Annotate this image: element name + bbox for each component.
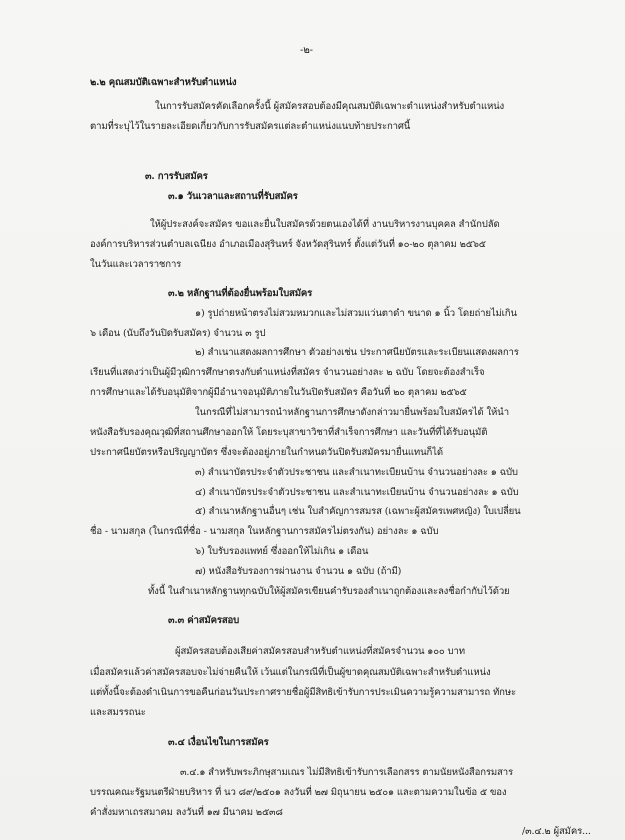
section-3-2-line: ๑) รูปถ่ายหน้าตรงไม่สวมหมวกและไม่สวมแว่นตาดำ ขนาด ๑ นิ้ว โดยถ่ายไม่เกิน — [195, 308, 517, 319]
section-3-2-line: การศึกษาและได้รับอนุมัติจากผู้มีอำนาจอนุมัติภายในวันปิดรับสมัคร คือวันที่ ๒๐ ตุลาคม ๒๕๖๕ — [90, 387, 467, 398]
page-number: -๒- — [300, 45, 313, 56]
section-3-2-line: ๓) สำเนาบัตรประจำตัวประชาชน และสำเนาทะเบียนบ้าน จำนวนอย่างละ ๑ ฉบับ — [195, 467, 518, 478]
section-3-4-line: บรรณคณะรัฐมนตรีฝ่ายบริหาร ที่ นว ๘๙/๒๕๐๑ ลงวันที่ ๒๗ มิถุนายน ๒๕๐๑ และตามความในข้อ ๕ ของ — [90, 787, 507, 798]
section-3-4-line: ๓.๔.๑ สำหรับพระภิกษุสามเณร ไม่มีสิทธิเข้ารับการเลือกสรร ตามนัยหนังสือกรมสาร — [180, 767, 514, 778]
section-3-heading: ๓. การรับสมัคร — [145, 171, 208, 182]
section-3-3-line: แต่ทั้งนี้จะต้องดำเนินการขอคืนก่อนวันประกาศรายชื่อผู้มีสิทธิเข้ารับการประเมินความรู้ความสามารถ ทักษะ — [90, 687, 516, 698]
section-3-2-line: ทั้งนี้ ในสำเนาหลักฐานทุกฉบับให้ผู้สมัครเขียนคำรับรองสำเนาถูกต้องและลงชื่อกำกับไว้ด้วย — [148, 586, 510, 597]
section-3-2-line: ๕) สำเนาหลักฐานอื่นๆ เช่น ใบสำคัญการสมรส (เฉพาะผู้สมัครเพศหญิง) ใบเปลี่ยน — [195, 506, 521, 517]
section-3-2-line: ๖ เดือน (นับถึงวันปิดรับสมัคร) จำนวน ๓ รูป — [90, 328, 266, 339]
section-3-2-line: ๖) ใบรับรองแพทย์ ซึ่งออกให้ไม่เกิน ๑ เดือน — [195, 546, 369, 557]
section-2-2-line: ในการรับสมัครคัดเลือกครั้งนี้ ผู้สมัครสอบต้องมีคุณสมบัติเฉพาะตำแหน่งสำหรับตำแหน่ง — [155, 101, 505, 112]
section-3-2-line: ในกรณีที่ไม่สามารถนำหลักฐานการศึกษาดังกล่าวมายื่นพร้อมใบสมัครได้ ให้นำ — [195, 407, 509, 418]
section-3-2-line: ชื่อ - นามสกุล (ในกรณีที่ชื่อ - นามสกุล ในหลักฐานการสมัครไม่ตรงกัน) อย่างละ ๑ ฉบับ — [90, 526, 439, 537]
section-3-2-line: ๔) สำเนาบัตรประจำตัวประชาชน และสำเนาทะเบียนบ้าน จำนวนอย่างละ ๑ ฉบับ — [195, 487, 519, 498]
section-3-2-line: ประกาศนียบัตรหรือปริญญาบัตร ซึ่งจะต้องอยู่ภายในกำหนดวันปิดรับสมัครมายื่นแทนก็ได้ — [90, 447, 443, 458]
section-3-2-line: ๒) สำเนาแสดงผลการศึกษา ตัวอย่างเช่น ประกาศนียบัตรและระเบียนแสดงผลการ — [195, 347, 519, 358]
section-2-2-heading: ๒.๒ คุณสมบัติเฉพาะสำหรับตำแหน่ง — [90, 77, 237, 88]
section-3-2-line: ๗) หนังสือรับรองการผ่านงาน จำนวน ๑ ฉบับ (ถ้ามี) — [195, 566, 402, 577]
section-3-1-line: องค์การบริหารส่วนตำบลเฉนียง อำเภอเมืองสุรินทร์ จังหวัดสุรินทร์ ตั้งแต่วันที่ ๑๐-๒๐ ตุลาคม ๒๕๖๕ — [90, 239, 486, 250]
section-3-3-heading: ๓.๓ ค่าสมัครสอบ — [168, 615, 240, 626]
section-2-2-line: ตามที่ระบุไว้ในรายละเอียดเกี่ยวกับการรับสมัครแต่ละตำแหน่งแนบท้ายประกาศนี้ — [90, 121, 411, 132]
section-3-3-line: ผู้สมัครสอบต้องเสียค่าสมัครสอบสำหรับตำแหน่งที่สมัครจำนวน ๑๐๐ บาท — [175, 646, 465, 657]
section-3-1-line: ให้ผู้ประสงค์จะสมัคร ขอและยื่นใบสมัครด้วยตนเองได้ที่ งานบริหารงานบุคคล สำนักปลัด — [150, 219, 500, 230]
section-3-1-heading: ๓.๑ วันเวลาและสถานที่รับสมัคร — [168, 191, 298, 202]
section-3-1-line: ในวันและเวลาราชการ — [90, 259, 182, 270]
section-3-4-heading: ๓.๔ เงื่อนไขในการสมัคร — [168, 737, 269, 748]
page-continuation-note: /๓.๔.๒ ผู้สมัคร... — [522, 826, 591, 837]
section-3-3-line: เมื่อสมัครแล้วค่าสมัครสอบจะไม่จ่ายคืนให้ เว้นแต่ในกรณีที่เป็นผู้ขาดคุณสมบัติเฉพาะสำหรับตำแหน่ง — [90, 667, 491, 678]
section-3-2-line: เรียนที่แสดงว่าเป็นผู้มีวุฒิการศึกษาตรงกับตำแหน่งที่สมัคร จำนวนอย่างละ ๒ ฉบับ โดยจะต้องสำเร็จ — [90, 367, 485, 378]
section-3-4-line: คำสั่งมหาเถรสมาคม ลงวันที่ ๑๗ มีนาคม ๒๕๓๘ — [90, 807, 283, 818]
section-3-2-line: หนังสือรับรองคุณวุฒิที่สถานศึกษาออกให้ โดยระบุสาขาวิชาที่สำเร็จการศึกษา และวันที่ที่ได้รับอนุมัติ — [90, 427, 488, 438]
section-3-3-line: และสมรรถนะ — [90, 707, 146, 718]
section-3-2-heading: ๓.๒ หลักฐานที่ต้องยื่นพร้อมใบสมัคร — [168, 288, 313, 299]
